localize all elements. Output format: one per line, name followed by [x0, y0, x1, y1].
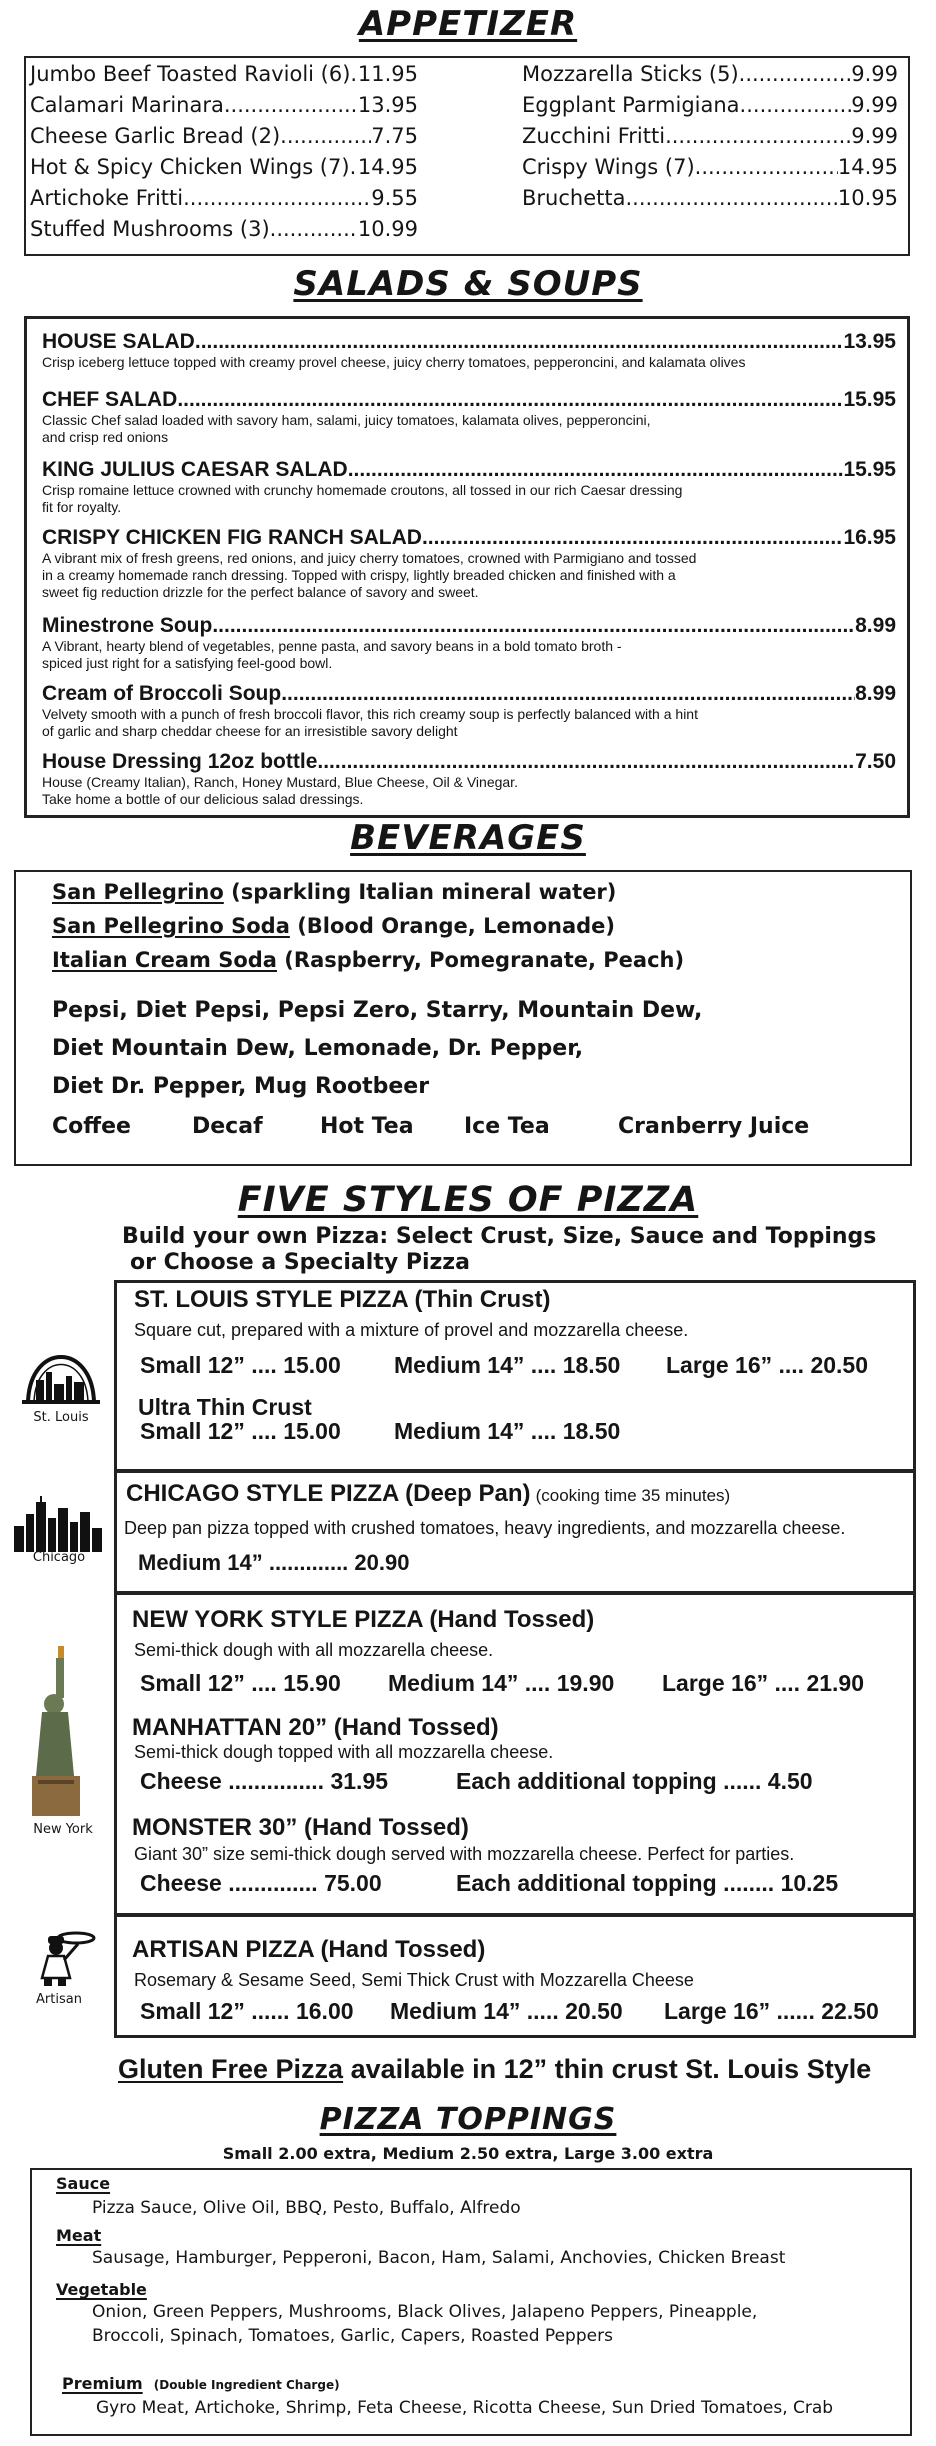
pizza-size: Large 16”	[662, 1670, 769, 1696]
appetizer-item-name: Jumbo Beef Toasted Ravioli (6)	[30, 62, 351, 86]
premium-note: (Double Ingredient Charge)	[153, 2378, 340, 2392]
ultra-thin-title: Ultra Thin Crust	[138, 1394, 312, 1420]
statue-of-liberty-icon	[24, 1646, 94, 1816]
salad-item-desc: and crisp red onions	[42, 429, 169, 445]
appetizer-item	[522, 62, 898, 93]
pizza-size-price: Small 12” .... 15.00	[140, 1418, 341, 1444]
pizza-subtitle-1: Build your own Pizza: Select Crust, Size, Sauce and Toppings	[122, 1224, 877, 1249]
appetizer-item-name: Bruchetta	[522, 186, 626, 210]
salad-item	[42, 750, 896, 810]
pizza-size: Small 12”	[140, 1352, 245, 1378]
appetizer-left-column	[30, 62, 418, 248]
manhattan-desc: Semi-thick dough topped with all mozzarella cheese.	[134, 1742, 554, 1762]
appetizer-item	[30, 124, 418, 155]
salad-item-name: Minestrone Soup	[42, 614, 213, 637]
chicago-skyline-icon	[12, 1496, 104, 1552]
gluten-free-line	[118, 2054, 871, 2085]
salad-item-desc: in a creamy homemade ranch dressing. Topped with crispy, lightly breaded chicken and finished with a	[42, 567, 676, 583]
salads-title: SALADS & SOUPS	[293, 264, 643, 304]
salad-item	[42, 458, 896, 526]
salad-item-header	[42, 750, 896, 774]
beverage-detail: (sparkling Italian mineral water)	[231, 880, 617, 904]
beverage-hot-item: Coffee	[52, 1114, 131, 1139]
salad-item-desc: A Vibrant, hearty blend of vegetables, penne pasta, and savory beans in a bold tomato broth -	[42, 638, 622, 654]
pizza-size-price: Medium 14” .... 18.50	[394, 1352, 621, 1378]
pizza-price: 22.50	[821, 1998, 879, 2024]
manhattan-price-row: Cheese ............... 31.95 Each additional topping ...... 4.50	[140, 1768, 813, 1794]
appetizer-item-name: Hot & Spicy Chicken Wings (7)	[30, 155, 350, 179]
salad-item-header	[42, 682, 896, 706]
appetizer-item-name: Eggplant Parmigiana	[522, 93, 740, 117]
manhattan-topping-price: 4.50	[767, 1768, 813, 1794]
pizza-size-price: Large 16” .... 20.50	[666, 1352, 869, 1378]
salad-item-name: HOUSE SALAD	[42, 330, 195, 353]
pizza-title: FIVE STYLES OF PIZZA	[237, 1180, 699, 1220]
chicago-desc: Deep pan pizza topped with crushed tomatoes, heavy ingredients, and mozzarella cheese.	[124, 1518, 846, 1538]
beverage-hot-item: Cranberry Juice	[618, 1114, 810, 1139]
beverage-specialty-item	[52, 914, 684, 948]
leader-dots	[350, 155, 358, 179]
pizza-size: Large 16”	[664, 1998, 771, 2024]
appetizer-item-name: Stuffed Mushrooms (3)	[30, 217, 270, 241]
salad-item-price: 15.95	[843, 458, 896, 481]
toppings-title: PIZZA TOPPINGS	[319, 2102, 617, 2137]
meat-list: Sausage, Hamburger, Pepperoni, Bacon, Ham, Salami, Anchovies, Chicken Breast	[92, 2248, 786, 2268]
pizza-price: 16.00	[295, 1998, 354, 2024]
pizza-size: Medium 14”	[390, 1998, 521, 2024]
salad-item-name: CRISPY CHICKEN FIG RANCH SALAD	[42, 526, 422, 549]
leader-dots	[195, 330, 844, 354]
appetizer-item-price: 9.55	[371, 186, 418, 210]
beverages-title: BEVERAGES	[350, 818, 586, 858]
sauce-list: Pizza Sauce, Olive Oil, BBQ, Pesto, Buffalo, Alfredo	[92, 2198, 521, 2218]
salad-item	[42, 614, 896, 682]
st-louis-label: St. Louis	[33, 1410, 89, 1425]
manhattan-cheese-price: 31.95	[330, 1768, 389, 1794]
chicago-title-row	[126, 1480, 730, 1508]
salad-item-price: 8.99	[855, 614, 896, 637]
pizza-price: 19.90	[556, 1670, 615, 1696]
beverage-name: Italian Cream Soda	[52, 948, 277, 972]
salad-item-desc: fit for royalty.	[42, 499, 122, 515]
appetizer-item-price: 14.95	[357, 155, 418, 179]
salad-item-desc: spiced just right for a satisfying feel-good bowl.	[42, 655, 333, 671]
salad-item-desc: Crisp romaine lettuce crowned with crunchy homemade croutons, all tossed in our rich Caesar dressing	[42, 482, 683, 498]
leader-dots	[317, 750, 855, 774]
beverage-hot-item: Decaf	[192, 1114, 263, 1139]
gluten-free-text: available in 12” thin crust St. Louis Style	[350, 2054, 872, 2084]
premium-list: Gyro Meat, Artichoke, Shrimp, Feta Cheese, Ricotta Cheese, Sun Dried Tomatoes, Crab	[96, 2398, 834, 2418]
artisan-label: Artisan	[36, 1992, 82, 2007]
salad-item-name: House Dressing 12oz bottle	[42, 750, 318, 773]
appetizer-item-price: 14.95	[837, 155, 898, 179]
appetizer-item-price: 10.99	[357, 217, 418, 241]
leader-dots	[224, 93, 358, 117]
pizza-size: Large 16”	[666, 1352, 773, 1378]
salad-item-name: CHEF SALAD	[42, 388, 178, 411]
meat-label: Meat	[56, 2226, 102, 2245]
vegetable-label: Vegetable	[56, 2280, 147, 2299]
premium-label: Premium	[62, 2374, 143, 2393]
pizza-price: 15.00	[283, 1352, 341, 1378]
artisan-desc: Rosemary & Sesame Seed, Semi Thick Crust with Mozzarella Cheese	[134, 1970, 694, 1990]
chicago-label: Chicago	[32, 1550, 86, 1565]
pizza-size: Small 12”	[140, 1670, 245, 1696]
appetizer-item-price: 13.95	[357, 93, 418, 117]
chicago-price-row: Medium 14” ............. 20.90	[138, 1550, 410, 1575]
newyork-size-row	[140, 1670, 900, 1702]
pizza-subtitle-2: or Choose a Specialty Pizza	[130, 1250, 470, 1275]
beverage-hot-item: Ice Tea	[464, 1114, 550, 1139]
leader-dots	[348, 458, 844, 482]
salad-item-desc: House (Creamy Italian), Ranch, Honey Mustard, Blue Cheese, Oil & Vinegar.	[42, 774, 518, 790]
pizza-price: 20.50	[565, 1998, 623, 2024]
leader-dots	[183, 186, 371, 210]
newyork-title: NEW YORK STYLE PIZZA (Hand Tossed)	[132, 1606, 595, 1633]
monster-price-row: Cheese .............. 75.00 Each additional topping ........ 10.25	[140, 1870, 839, 1896]
pizza-size-price: Large 16” ...... 22.50	[664, 1998, 879, 2024]
appetizer-item-price: 9.99	[851, 93, 898, 117]
pizza-size-price: Medium 14” .... 19.90	[388, 1670, 615, 1696]
salad-item-desc: Crisp iceberg lettuce topped with creamy provel cheese, juicy cherry tomatoes, pepperoncini, and kalamata olives	[42, 354, 746, 370]
appetizer-item-price: 9.99	[851, 124, 898, 148]
salad-item-desc: of garlic and sharp cheddar cheese for an irresistible savory delight	[42, 723, 458, 739]
pizza-price: 21.90	[806, 1670, 865, 1696]
leader-dots	[695, 155, 838, 179]
artisan-size-row	[140, 1998, 910, 2030]
salad-item-name: Cream of Broccoli Soup	[42, 682, 282, 705]
chicago-title: CHICAGO STYLE PIZZA (Deep Pan)	[126, 1480, 531, 1507]
appetizer-item-price: 11.95	[357, 62, 418, 86]
pizza-size: Medium 14”	[388, 1670, 519, 1696]
beverage-name: San Pellegrino Soda	[52, 914, 290, 938]
monster-desc: Giant 30” size semi-thick dough served with mozzarella cheese. Perfect for parties.	[134, 1844, 795, 1864]
sauce-label: Sauce	[56, 2174, 111, 2193]
appetizer-item-price: 10.95	[837, 186, 898, 210]
appetizer-item	[522, 186, 898, 217]
appetizer-item	[522, 124, 898, 155]
salad-item-header	[42, 458, 896, 482]
beverage-soda-line: Diet Mountain Dew, Lemonade, Dr. Pepper,	[52, 1036, 584, 1061]
artisan-title: ARTISAN PIZZA (Hand Tossed)	[132, 1936, 486, 1963]
salad-item	[42, 330, 896, 388]
gluten-free-link[interactable]: Gluten Free Pizza	[118, 2054, 344, 2084]
leader-dots	[350, 62, 357, 86]
monster-cheese-label: Cheese	[140, 1870, 222, 1896]
salad-item-desc: sweet fig reduction drizzle for the perfect balance of savory and sweet.	[42, 584, 479, 600]
appetizer-item-name: Crispy Wings (7)	[522, 155, 695, 179]
salad-item-header	[42, 330, 896, 354]
chicago-note: (cooking time 35 minutes)	[535, 1486, 731, 1505]
beverage-name: San Pellegrino	[52, 880, 224, 904]
appetizer-item	[30, 186, 418, 217]
salad-item-desc: Take home a bottle of our delicious salad dressings.	[42, 791, 364, 807]
appetizer-item	[30, 217, 418, 248]
leader-dots	[665, 124, 851, 148]
monster-topping-label: Each additional topping	[456, 1870, 717, 1896]
beverage-soda-line: Diet Dr. Pepper, Mug Rootbeer	[52, 1074, 430, 1099]
stlouis-title: ST. LOUIS STYLE PIZZA (Thin Crust)	[134, 1286, 551, 1313]
appetizer-item-name: Zucchini Fritti	[522, 124, 666, 148]
beverage-detail: (Blood Orange, Lemonade)	[297, 914, 616, 938]
pizza-size: Small 12”	[140, 1998, 245, 2024]
leader-dots	[270, 217, 358, 241]
leader-dots	[422, 526, 843, 550]
pizza-size-price: Large 16” .... 21.90	[662, 1670, 865, 1696]
monster-title: MONSTER 30” (Hand Tossed)	[132, 1814, 469, 1841]
beverage-soda-list	[52, 998, 702, 1112]
beverage-specialty-list	[52, 880, 684, 982]
salad-item-name: KING JULIUS CAESAR SALAD	[42, 458, 348, 481]
beverage-specialty-item	[52, 880, 684, 914]
stlouis-size-row	[140, 1352, 900, 1384]
leader-dots	[625, 186, 837, 210]
pizza-price: 20.50	[810, 1352, 869, 1378]
beverage-soda-line: Pepsi, Diet Pepsi, Pepsi Zero, Starry, Mountain Dew,	[52, 998, 703, 1023]
vegetable-list-1: Onion, Green Peppers, Mushrooms, Black Olives, Jalapeno Peppers, Pineapple,	[92, 2302, 758, 2322]
pizza-size-price: Small 12” .... 15.00	[140, 1352, 341, 1378]
salad-item-desc: Classic Chef salad loaded with savory ham, salami, juicy tomatoes, kalamata olives, pepperoncini,	[42, 412, 651, 428]
artisan-chef-icon	[18, 1928, 98, 1988]
salad-item-header	[42, 614, 896, 638]
appetizer-item-name: Artichoke Fritti	[30, 186, 184, 210]
manhattan-cheese-label: Cheese	[140, 1768, 222, 1794]
pizza-size-price: Medium 14” .... 18.50	[394, 1418, 621, 1444]
leader-dots	[177, 388, 843, 412]
monster-topping-price: 10.25	[780, 1870, 839, 1896]
leader-dots	[212, 614, 855, 638]
st-louis-arch-icon	[18, 1322, 104, 1408]
toppings-pricing: Small 2.00 extra, Medium 2.50 extra, Large 3.00 extra	[222, 2144, 714, 2163]
appetizer-item	[522, 155, 898, 186]
salad-item-header	[42, 388, 896, 412]
pizza-size: Small 12”	[140, 1418, 245, 1444]
salad-item-desc: A vibrant mix of fresh greens, red onions, and juicy cherry tomatoes, crowned with Parmigiano and tossed	[42, 550, 697, 566]
salad-item-desc: Velvety smooth with a punch of fresh broccoli flavor, this rich creamy soup is perfectly balanced with a hint	[42, 706, 698, 722]
pizza-price: 15.90	[283, 1670, 341, 1696]
appetizer-right-column	[522, 62, 898, 217]
manhattan-topping-label: Each additional topping	[456, 1768, 717, 1794]
appetizer-item	[30, 155, 418, 186]
appetizer-item-price: 7.75	[371, 124, 418, 148]
salads-list	[42, 330, 896, 810]
salad-item	[42, 682, 896, 750]
pizza-size: Medium 14”	[394, 1352, 525, 1378]
pizza-size: Medium 14”	[394, 1418, 525, 1444]
leader-dots	[280, 124, 371, 148]
pizza-size-price: Small 12” ...... 16.00	[140, 1998, 354, 2024]
pizza-price: 18.50	[562, 1418, 621, 1444]
leader-dots	[281, 682, 855, 706]
leader-dots	[739, 62, 852, 86]
appetizer-item-name: Cheese Garlic Bread (2)	[30, 124, 281, 148]
newyork-desc: Semi-thick dough with all mozzarella cheese.	[134, 1640, 494, 1660]
chicago-size: Medium 14”	[138, 1550, 263, 1575]
vegetable-list-2: Broccoli, Spinach, Tomatoes, Garlic, Capers, Roasted Peppers	[92, 2326, 613, 2346]
manhattan-title: MANHATTAN 20” (Hand Tossed)	[132, 1714, 499, 1741]
stlouis-desc: Square cut, prepared with a mixture of provel and mozzarella cheese.	[134, 1320, 689, 1340]
pizza-price: 15.00	[283, 1418, 341, 1444]
salad-item-price: 7.50	[855, 750, 896, 773]
salad-item	[42, 526, 896, 614]
beverage-specialty-item	[52, 948, 684, 982]
pizza-size-price: Small 12” .... 15.90	[140, 1670, 341, 1696]
leader-dots	[740, 93, 852, 117]
salad-item-price: 15.95	[843, 388, 896, 411]
salad-item-price: 13.95	[843, 330, 896, 353]
appetizer-item-name: Calamari Marinara	[30, 93, 224, 117]
appetizer-item	[30, 93, 418, 124]
new-york-label: New York	[33, 1822, 93, 1837]
ultra-thin-size-row	[140, 1418, 900, 1450]
pizza-size-price: Medium 14” ..... 20.50	[390, 1998, 623, 2024]
pizza-price: 18.50	[562, 1352, 621, 1378]
beverage-hot-item: Hot Tea	[320, 1114, 414, 1139]
appetizer-title: APPETIZER	[358, 4, 578, 44]
appetizer-item	[522, 93, 898, 124]
salad-item-price: 16.95	[843, 526, 896, 549]
premium-header	[62, 2374, 340, 2393]
salad-item-header	[42, 526, 896, 550]
beverage-detail: (Raspberry, Pomegranate, Peach)	[284, 948, 685, 972]
chicago-price: 20.90	[354, 1550, 410, 1575]
appetizer-item	[30, 62, 418, 93]
appetizer-item-name: Mozzarella Sticks (5)	[522, 62, 739, 86]
appetizer-item-price: 9.99	[851, 62, 898, 86]
salad-item-price: 8.99	[855, 682, 896, 705]
salad-item	[42, 388, 896, 458]
monster-cheese-price: 75.00	[324, 1870, 382, 1896]
